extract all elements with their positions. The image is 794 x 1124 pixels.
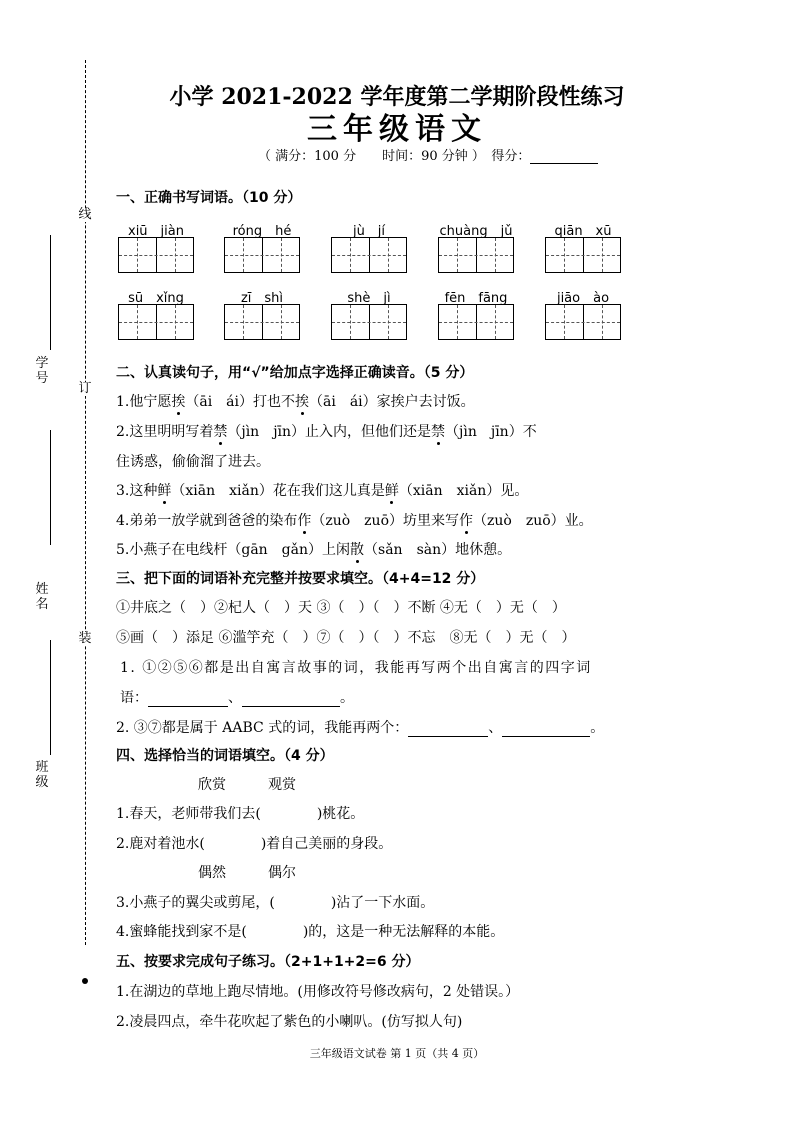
dotted-char: 作 [297, 513, 312, 529]
writing-grid[interactable] [224, 304, 300, 340]
score-blank[interactable] [530, 151, 598, 164]
section-1-heading: 一、正确书写词语。（10 分） [116, 190, 302, 206]
s5-line-2: 2.凌晨四点，牵牛花吹起了紫色的小喇叭。(仿写拟人句) [116, 1014, 463, 1030]
answer-blank[interactable] [148, 694, 228, 707]
writing-grid[interactable] [331, 304, 407, 340]
s2-line-1: 1.他宁愿挨（āi ái）打也不挨（āi ái）家挨户去讨饭。 [116, 394, 475, 410]
section-3-heading: 三、把下面的词语补充完整并按要求填空。（4+4=12 分） [116, 571, 485, 587]
s3-line-2: ⑤画（ ）添足 ⑥滥竽充（ ）⑦（ ）（ ）不忘 ⑧无（ ）无（ ） [116, 630, 576, 646]
writing-grid[interactable] [331, 237, 407, 273]
name-line[interactable] [50, 430, 51, 545]
s2-line-3: 3.这种鲜（xiān xiǎn）花在我们这儿真是鲜（xiān xiǎn）见。 [116, 483, 529, 499]
exam-meta [258, 145, 598, 164]
s3-line-3: 1. ①②⑤⑥都是出自寓言故事的词，我能再写两个出自寓言的四字词 [120, 660, 592, 676]
s4-line-2: 2.鹿对着池水( )着自己美丽的身段。 [116, 836, 393, 852]
exam-meta-text: （ 满分：100 分 时间：90 分钟 ） 得分： [258, 149, 531, 164]
s2-line-5: 5.小燕子在电线杆（gān gǎn）上闲散（sǎn sàn）地休憩。 [116, 542, 512, 558]
writing-grid[interactable] [118, 304, 194, 340]
writing-grid[interactable] [118, 237, 194, 273]
dotted-char: 鲜 [384, 483, 399, 499]
exam-title: 小学 2021-2022 学年度第二学期阶段性练习 [169, 84, 625, 110]
word-choices-1: 欣赏 观赏 [198, 777, 296, 793]
name-label: 姓名 [35, 582, 49, 612]
section-2-heading: 二、认真读句子，用“√”给加点字选择正确读音。（5 分） [116, 365, 474, 381]
binding-mark-zhuang: 装 [78, 631, 92, 646]
s3-line-5: 2. ③⑦都是属于 AABC 式的词，我能再两个： 、 。 [116, 720, 605, 736]
pinyin-label: chuàng jǔ [439, 224, 513, 239]
binding-mark-ding: 订 [78, 381, 92, 396]
s2-line-2: 2.这里明明写着禁（jìn jīn）止入内，但他们还是禁（jìn jīn）不 [116, 424, 537, 440]
class-label: 班级 [35, 760, 49, 790]
pinyin-label: jiāo ào [556, 291, 610, 306]
writing-grid[interactable] [438, 304, 514, 340]
answer-blank[interactable] [502, 724, 590, 737]
pinyin-label: qiān xū [554, 224, 612, 239]
section-5-heading: 五、按要求完成句子练习。（2+1+1+2=6 分） [116, 954, 420, 970]
student-id-label: 学号 [35, 356, 49, 386]
binding-mark-xian: 线 [78, 207, 92, 222]
exam-subtitle: 三年级语文 [307, 112, 487, 147]
pinyin-label: xiū jiàn [128, 224, 184, 239]
s4-line-3: 3.小燕子的翼尖或剪尾，( )沾了一下水面。 [116, 895, 435, 911]
pinyin-label: shè jì [347, 291, 391, 306]
s4-line-1: 1.春天，老师带我们去( )桃花。 [116, 806, 365, 822]
writing-grid[interactable] [438, 237, 514, 273]
dotted-char: 挨 [171, 394, 186, 410]
writing-grid[interactable] [545, 237, 621, 273]
word-choices-2: 偶然 偶尔 [198, 865, 296, 881]
dotted-char: 挨 [295, 394, 310, 410]
student-id-line[interactable] [50, 235, 51, 350]
pinyin-label: róng hé [232, 224, 292, 239]
pinyin-label: sū xǐng [128, 291, 184, 306]
dotted-char: 散 [350, 542, 365, 558]
dotted-char: 鲜 [157, 483, 172, 499]
section-4-heading: 四、选择恰当的词语填空。（4 分） [116, 748, 334, 764]
pinyin-label: jù jí [352, 224, 386, 239]
s3-line-4: 语： 、 。 [120, 690, 354, 706]
s4-line-4: 4.蜜蜂能找到家不是( )的，这是一种无法解释的本能。 [116, 924, 505, 940]
s5-line-1: 1.在湖边的草地上跑尽情地。(用修改符号修改病句，2 处错误。） [116, 984, 520, 1000]
s2-line-4: 4.弟弟一放学就到爸爸的染布作（zuò zuō）坊里来写作（zuò zuō）业。 [116, 513, 593, 529]
dotted-char: 禁 [431, 424, 446, 440]
dotted-char: 禁 [213, 424, 228, 440]
writing-grid[interactable] [545, 304, 621, 340]
bullet-dot [82, 978, 88, 984]
pinyin-label: fēn fāng [444, 291, 508, 306]
answer-blank[interactable] [408, 724, 488, 737]
class-line[interactable] [50, 640, 51, 755]
dotted-char: 作 [459, 513, 474, 529]
binding-dashed-line [85, 60, 86, 945]
pinyin-label: zī shì [240, 291, 284, 306]
s2-line-2b: 住诱惑，偷偷溜了进去。 [116, 454, 270, 470]
s3-line-1: ①井底之（ ）②杞人（ ）天 ③（ ）（ ）不断 ④无（ ）无（ ） [116, 600, 566, 616]
page-footer: 三年级语文试卷 第 1 页（共 4 页） [309, 1047, 485, 1060]
answer-blank[interactable] [242, 694, 340, 707]
writing-grid[interactable] [224, 237, 300, 273]
